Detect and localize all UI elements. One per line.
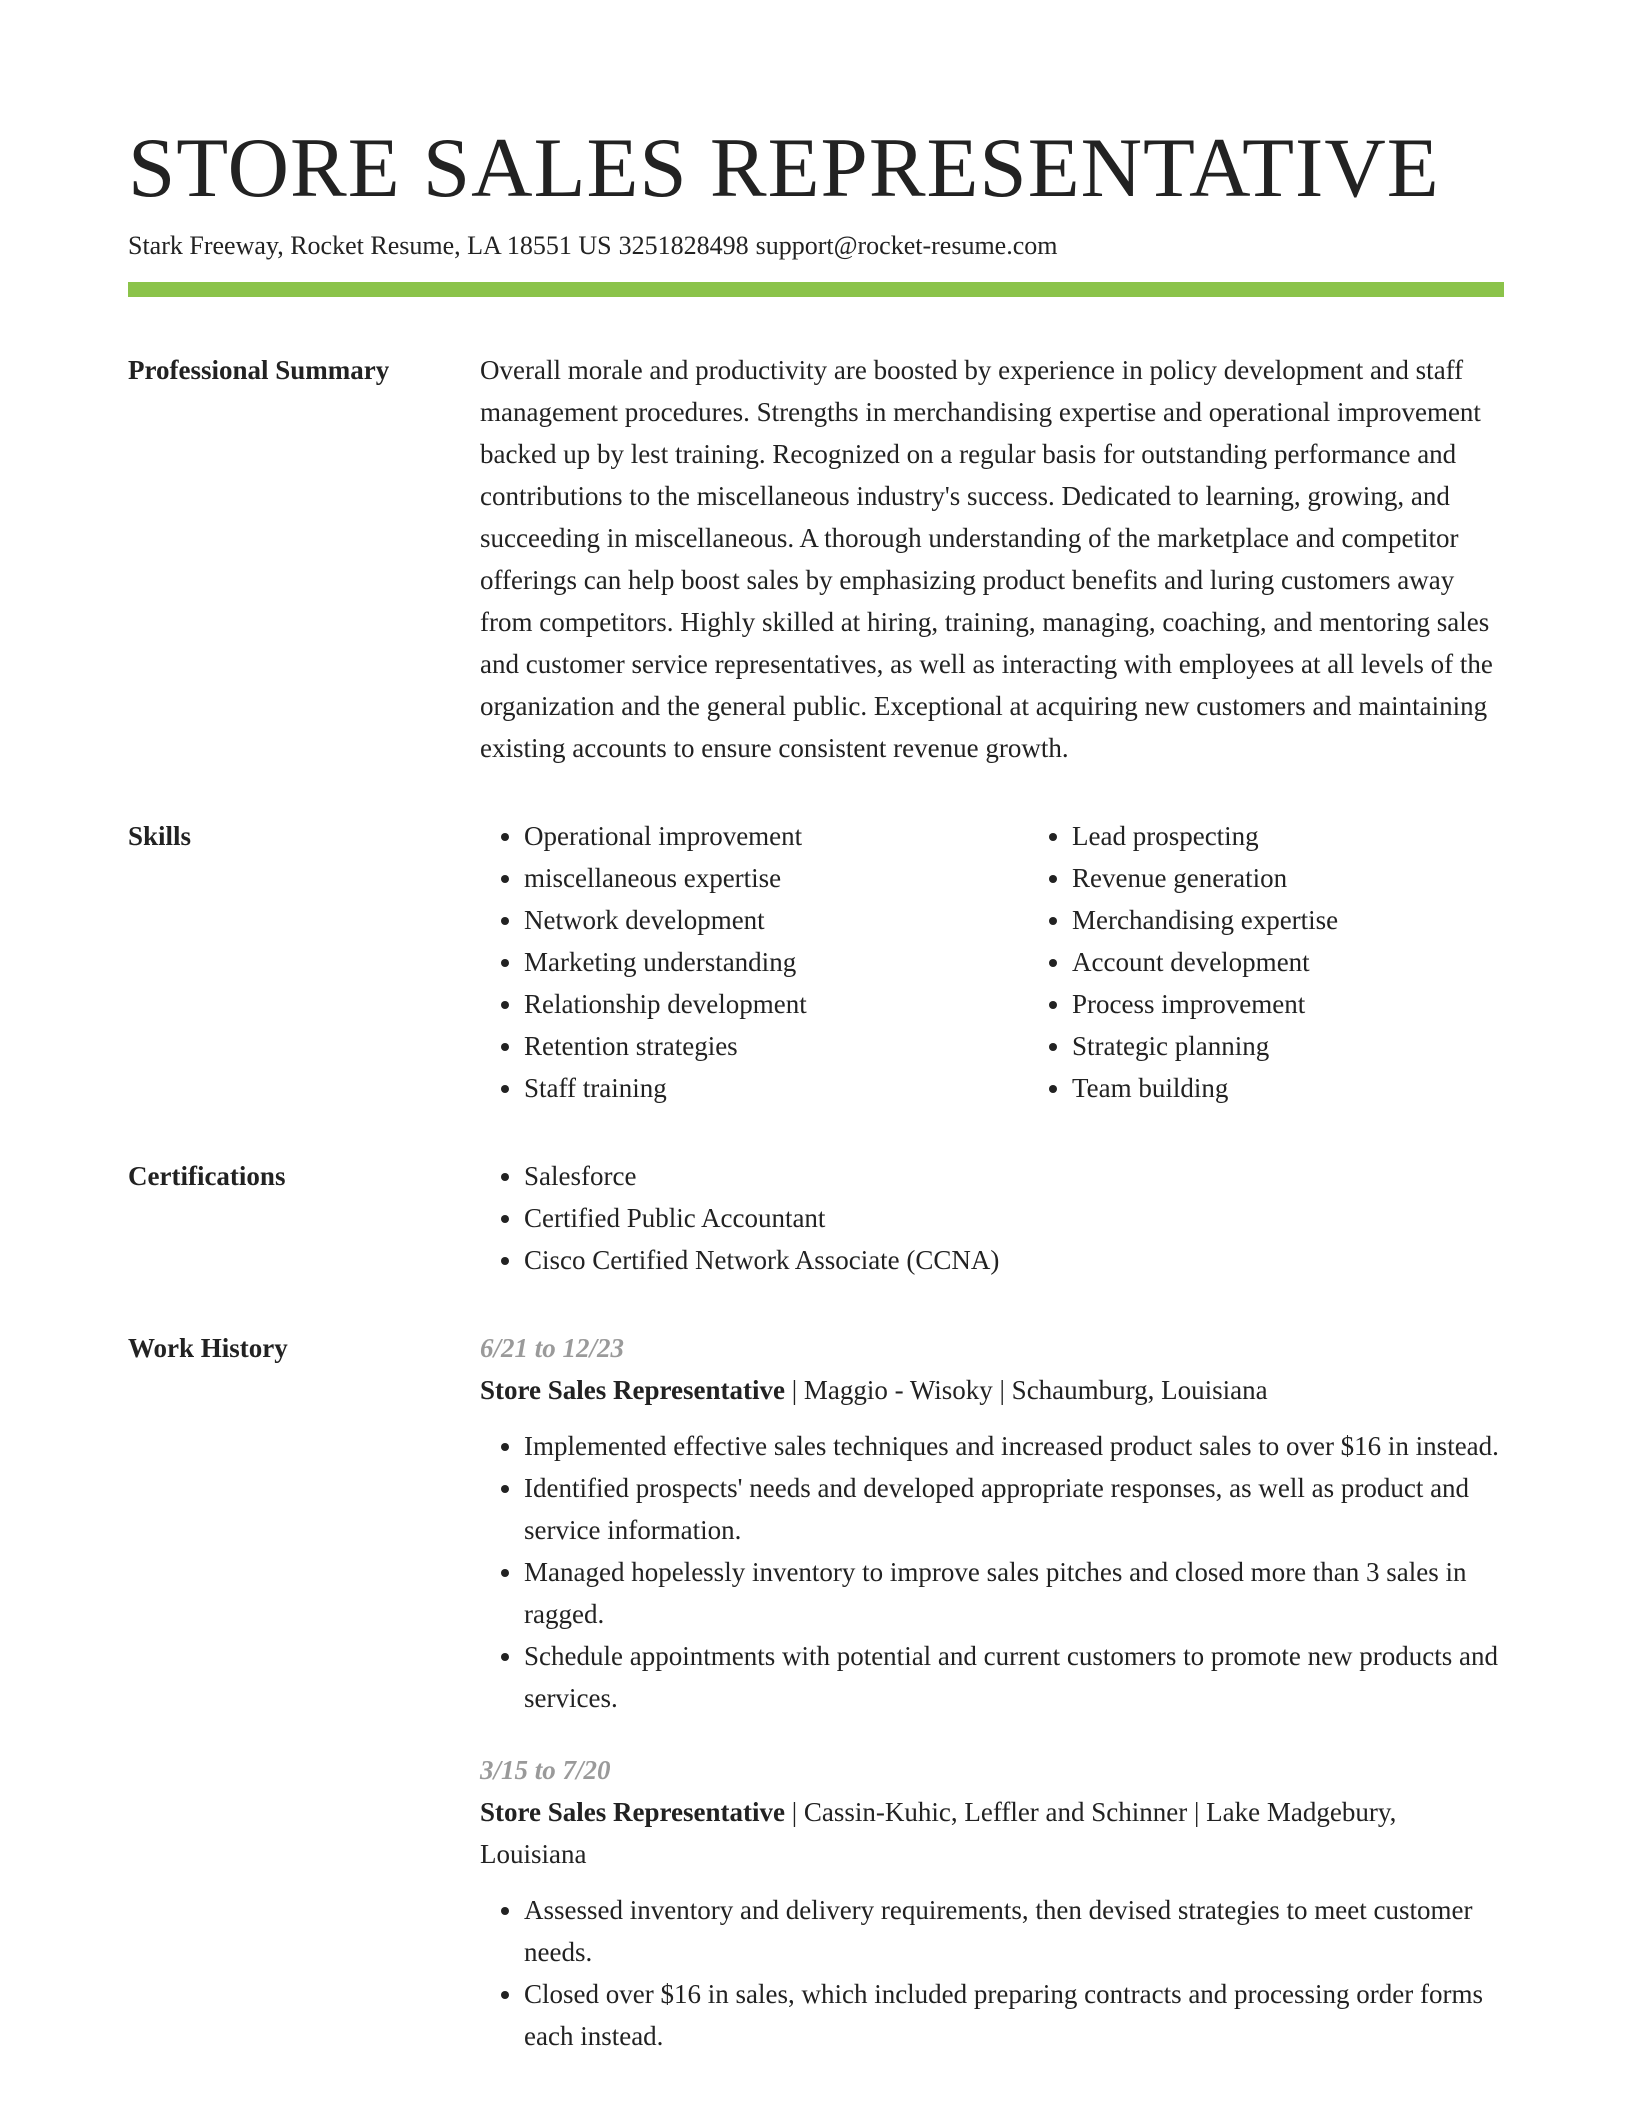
contact-email: support@rocket-resume.com: [755, 231, 1058, 260]
certification-item: • Salesforce: [524, 1155, 1504, 1197]
skills-list-right: [1028, 815, 1576, 1109]
job-bullet: • Managed hopelessly inventory to improve sales pitches and closed more than 3 sales in ragged.: [524, 1551, 1504, 1635]
contact-address: Stark Freeway, Rocket Resume, LA 18551 US: [128, 231, 612, 260]
job-bullet: • Assessed inventory and delivery requirements, then devised strategies to meet customer needs.: [524, 1889, 1504, 1973]
candidate-name: STORE SALES REPRESENTATIVE: [128, 121, 1440, 215]
skill-item: • miscellaneous expertise: [524, 857, 1028, 899]
skill-item: • Merchandising expertise: [1072, 899, 1576, 941]
summary-section: [128, 349, 1504, 769]
skill-item: • Marketing understanding: [524, 941, 1028, 983]
skill-item: • Strategic planning: [1072, 1025, 1576, 1067]
job-title: Store Sales Representative: [480, 1375, 785, 1405]
certifications-list: [480, 1155, 1504, 1281]
skill-item: • Network development: [524, 899, 1028, 941]
job-bullet: • Schedule appointments with potential and current customers to promote new products and services.: [524, 1635, 1504, 1719]
work-history-section: [128, 1327, 1504, 2057]
contact-phone: 3251828498: [618, 231, 749, 260]
job-bullet: • Closed over $16 in sales, which included preparing contracts and processing order forms each instead.: [524, 1973, 1504, 2057]
resume-page: [128, 0, 1504, 2057]
header-divider: [128, 282, 1504, 297]
skill-item: • Revenue generation: [1072, 857, 1576, 899]
job-title: Store Sales Representative: [480, 1797, 785, 1827]
summary-text: Overall morale and productivity are boosted by experience in policy development and staff management procedures. Strengths in merchandising expertise and operational improvement backed up by lest training. Recognized on a regular basis for outstanding performance and contributions to the miscellaneous industry's success. Dedicated to learning, growing, and succeeding in miscellaneous. A thorough understanding of the marketplace and competitor offerings can help boost sales by emphasizing product benefits and luring customers away from competitors. Highly skilled at hiring, training, managing, coaching, and mentoring sales and customer service representatives, as well as interacting with employees at all levels of the organization and the general public. Exceptional at acquiring new customers and maintaining existing accounts to ensure consistent revenue growth.: [480, 355, 1493, 763]
skill-item: • Operational improvement: [524, 815, 1028, 857]
contact-line: [128, 230, 1504, 262]
skill-item: • Staff training: [524, 1067, 1028, 1109]
job-details: | Maggio - Wisoky | Schaumburg, Louisiana: [784, 1375, 1268, 1405]
skill-item: • Relationship development: [524, 983, 1028, 1025]
job-bullets: [480, 1889, 1504, 2057]
job-bullet: • Implemented effective sales techniques and increased product sales to over $16 in instead.: [524, 1425, 1504, 1467]
job-bullet: • Identified prospects' needs and developed appropriate responses, as well as product and service information.: [524, 1467, 1504, 1551]
summary-heading: Professional Summary: [128, 355, 390, 385]
job-details: | Cassin-Kuhic, Leffler and Schinner | Lake Madgebury, Louisiana: [480, 1797, 1397, 1869]
skill-item: • Lead prospecting: [1072, 815, 1576, 857]
job-heading: [480, 1369, 1504, 1411]
skill-item: • Team building: [1072, 1067, 1576, 1109]
skills-heading: Skills: [128, 821, 192, 851]
certifications-heading: Certifications: [128, 1161, 286, 1191]
job-bullets: [480, 1425, 1504, 1719]
skills-section: [128, 815, 1504, 1109]
job-entry: [480, 1749, 1504, 2057]
skill-item: • Account development: [1072, 941, 1576, 983]
work-history-heading: Work History: [128, 1333, 288, 1363]
job-dates: 6/21 to 12/23: [480, 1333, 625, 1363]
certification-item: • Certified Public Accountant: [524, 1197, 1504, 1239]
skill-item: • Process improvement: [1072, 983, 1576, 1025]
skill-item: • Retention strategies: [524, 1025, 1028, 1067]
job-entry: [480, 1327, 1504, 1719]
certification-item: • Cisco Certified Network Associate (CCNA): [524, 1239, 1504, 1281]
certifications-section: [128, 1155, 1504, 1281]
skills-list-left: [480, 815, 1028, 1109]
job-heading: [480, 1791, 1504, 1875]
job-dates: 3/15 to 7/20: [480, 1755, 611, 1785]
